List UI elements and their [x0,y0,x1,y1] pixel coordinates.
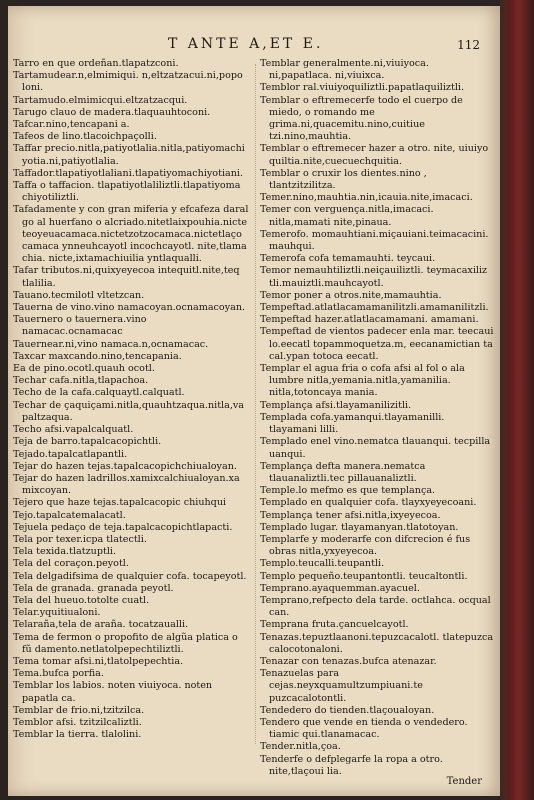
dictionary-entry: Techar de çaquiçami.nitla,quauhtzaqua.nitla,va paltzaqua. [13,399,245,423]
dictionary-entry: Tema.bufca porfia. [13,668,104,680]
dictionary-entry: Tenazar con tenazas.bufca atenazar. [260,655,437,667]
dictionary-entry: Tauerna de vino.vino namacoyan.ocnamacoyan. [13,302,246,314]
dictionary-entry: Temerofo. momauhtiani.miçauiani.teimacacini. mauhqui. [260,228,489,253]
dictionary-entry: Tarugo clauo de madera.tlaquauhtoconi. [13,106,211,118]
dictionary-entry: Tema tomar afsi.ni,tlatolpepechtia. [13,655,184,667]
dictionary-entry: Taffador.tlapatiyotlaliani.tlapatiyomachiyotiani. [13,167,244,179]
dictionary-entry: Tempeftad de vientos padecer enla mar. teecaui lo.eecatl topammoquetza.m, eecanamictian ta cal.ypan totoca eecatl. [260,326,494,362]
dictionary-entry: Tauernero o tauernera.vino namacac.ocnamacac [13,314,147,338]
column-divider [255,64,256,744]
dictionary-entry: Templarfe y moderarfe con difcrecion é fus obras nitla,yxyeyecoa. [260,533,471,558]
dictionary-entry: Templo.teucalli.teupantli. [260,558,385,570]
dictionary-entry: Taxcar maxcando.nino,tencapania. [13,350,182,362]
dictionary-entry: Templo pequeño.teupantontli. teucaltontli. [260,570,468,582]
dictionary-entry: Temblar o eftremecerfe todo el cuerpo de miedo, o romando me grima.ni,quacemitu.nino,cuitiue tzi.nino,mauhtia. [260,94,463,143]
running-header [8,36,500,56]
dictionary-entry: Tender.nitla,çoa. [260,741,341,753]
dictionary-entry: Tema de fermon o propofito de algũa platica o fũ damento.netlatolpepechtiliztli. [13,631,238,655]
dictionary-entry: Templança afsi.tlayamanilizitli. [260,399,412,411]
dictionary-entry: Tauernear.ni,vino namaca.n,ocnamacac. [13,338,209,350]
dictionary-entry: Templar el agua fria o cofa afsi al fol o ala lumbre nitla,yemania.nitla,yamanilia. nitla,totoncaya mania. [260,363,465,399]
dictionary-entry: Tela del coraçon.peyotl. [13,558,129,570]
dictionary-entry: Tartamudear.n,elmimiqui. n,eltzatzacui.ni,popo loni. [13,70,243,94]
dictionary-entry: Tejuela pedaço de teja.tapalcacopichtlapacti. [13,521,233,533]
dictionary-entry: Tauano.tecmilotl vltetzcan. [13,289,145,301]
dictionary-entry: Temer con verguença.nitla,imacaci. nitla,mamati nite,pinaua. [260,204,434,228]
dictionary-entry: Temblar o eftremecer hazer a otro. nite, uiuiyo quiltia.nite,cuecuechquitia. [260,143,489,167]
dictionary-entry: Tafar tributos.ni,quixyeyecoa intequitl.nite,teq tlalilia. [13,265,240,289]
dictionary-entry: Tejo.tapalcatemalacatl. [13,509,126,521]
dictionary-entry: Tafadamente y con gran miferia y efcafeza daral go al huerfano o alcriado.nitetlaixpouhia.nicte teoyeuacamaca.nictetzotzocamaca.nictetlaço camaca ynneuhcayotl incochcayotl. nite,tlama chia. nicte,ixtamachiuilia yntlaqualli. [13,204,249,265]
dictionary-entry: Temblor ral.viuiyoquiliztli.papatlaquiliztli. [260,82,465,94]
dictionary-entry: Taffa o taffacion. tlapatiyotlaliliztli.tlapatiyoma chiyotiliztli. [13,180,241,204]
dictionary-entry: Tela delgadifsima de qualquier cofa. tocapeyotl. [13,570,247,582]
dictionary-entry: Tafeos de lino.tlacoichpaçolli. [13,131,157,143]
dictionary-entry: Templado enel vino.nematca tlauanqui. tecpilla uanqui. [260,436,491,460]
dictionary-entry: Ea de pino.ocotl.quauh ocotl. [13,363,155,375]
dictionary-entry: Telaraña,tela de araña. tocatzaualli. [13,619,189,631]
dictionary-entry: Tendero que vende en tienda o vendedero. tiamic qui.tlanamacac. [260,716,468,741]
dictionary-entry: Tela de granada. granada peyotl. [13,582,174,594]
book-edge [500,0,534,800]
dictionary-entry: Templança tener afsi.nitla,ixyeyecoa. [260,509,441,521]
right-column [260,58,494,778]
dictionary-entry: Temblor afsi. tzitzilcaliztli. [13,716,142,728]
dictionary-entry: Techo afsi.vapalcalquatl. [13,424,134,436]
dictionary-entry: Tendedero do tienden.tlaçoualoyan. [260,704,435,716]
dictionary-entry: Tafcar.nino,tencapani a. [13,119,130,131]
dictionary-entry: Temblar generalmente.ni,viuiyoca. ni,papatlaca. ni,viuixca. [260,58,429,82]
dictionary-entry: Tartamudo.elmimicqui.eltzatzacqui. [13,94,188,106]
dictionary-entry: Tela texida.tlatzuptli. [13,546,117,558]
dictionary-entry: Tejar do hazen tejas.tapalcacopichchiualoyan. [13,460,237,472]
dictionary-entry: Tela por texer.icpa tlatectli. [13,533,147,545]
book-page [8,6,500,796]
dictionary-entry: Temblar la tierra. tlalolini. [13,729,142,741]
dictionary-entry: Temblar de frio.ni,tzitzilca. [13,704,145,716]
dictionary-entry: Tejero que haze tejas.tapalcacopic chiuhqui [13,497,227,509]
dictionary-entry: Tenazas.tepuztlaanoni.tepuzcacalotl. tlatepuzca calocotonaloni. [260,631,494,655]
dictionary-entry: Templada cofa.yamanqui.tlayamanilli. tlayamani lilli. [260,411,445,436]
left-column [12,58,250,741]
dictionary-entry: Temerofa cofa temamauhti. teycaui. [260,253,436,265]
dictionary-entry: Tenazuelas para cejas.neyxquamultzumpiuani.te puzcacalotontli. [260,668,423,704]
running-title: T ANTE A,ET E. [168,36,324,52]
dictionary-entry: Temor poner a otros.nite,mamauhtia. [260,289,442,301]
dictionary-entry: Teja de barro.tapalcacopichtli. [13,436,162,448]
dictionary-entry: Tenderfe o defplegarfe la ropa a otro. nite,tlaçoui lia. [260,753,443,777]
dictionary-entry: Temprano.ayaquemman.ayacuel. [260,582,420,594]
dictionary-entry: Temblar o cruxir los dientes.nino , tlantzitzilitza. [260,167,427,192]
dictionary-entry: Temer.nino,mauhtia.nin,icauia.nite,imacaci. [260,192,473,204]
dictionary-entry: Temprano,refpecto dela tarde. octlahca. ocqual can. [260,594,491,619]
dictionary-entry: Tejado.tapalcatlapantli. [13,448,128,460]
dictionary-entry: Tarro en que ordeñan.tlapatzconi. [13,58,179,69]
dictionary-entry: Temblar los labios. noten viuiyoca. noten papatla ca. [13,680,213,704]
dictionary-entry: Taffar precio.nitla,patiyotlalia.nitla,patiyomachi yotia.ni,patiyotlalia. [13,143,245,167]
dictionary-entry: Telar.yquitiualoni. [13,607,101,619]
dictionary-entry: Templado en qualquier cofa. tlayxyeyecoani. [260,497,477,509]
dictionary-entry: Tela del hueuo.totolte cuatl. [13,594,150,606]
dictionary-entry: Techo de la cafa.calquaytl.calquatl. [13,387,185,399]
dictionary-entry: Techar cafa.nitla,tlapachoa. [13,375,149,387]
dictionary-entry: Tejar do hazen ladrillos.xamixcalchiualoyan.xa mixcoyan. [13,472,240,497]
dictionary-entry: Temple.lo mefmo es que templança. [260,485,436,497]
catchword: Tender [446,776,482,787]
dictionary-entry: Templança defta manera.nematca tlauanaliztli.tec pillauanaliztli. [260,460,426,484]
page-number: 112 [457,38,480,52]
dictionary-entry: Temprana fruta.çancuelcayotl. [260,619,409,631]
dictionary-entry: Tempeftad hazer.atlatlacamamani. amamani. [260,314,479,326]
dictionary-entry: Temor nemauhtiliztli.neiçauiliztli. teymacaxiliz tli.mauiztli.mauhcayotl. [260,265,488,289]
dictionary-entry: Templado lugar. tlayamanyan.tlatotoyan. [260,521,459,533]
dictionary-entry: Tempeftad.atlatlacamamanilitzli.amamanilitzli. [260,302,489,314]
